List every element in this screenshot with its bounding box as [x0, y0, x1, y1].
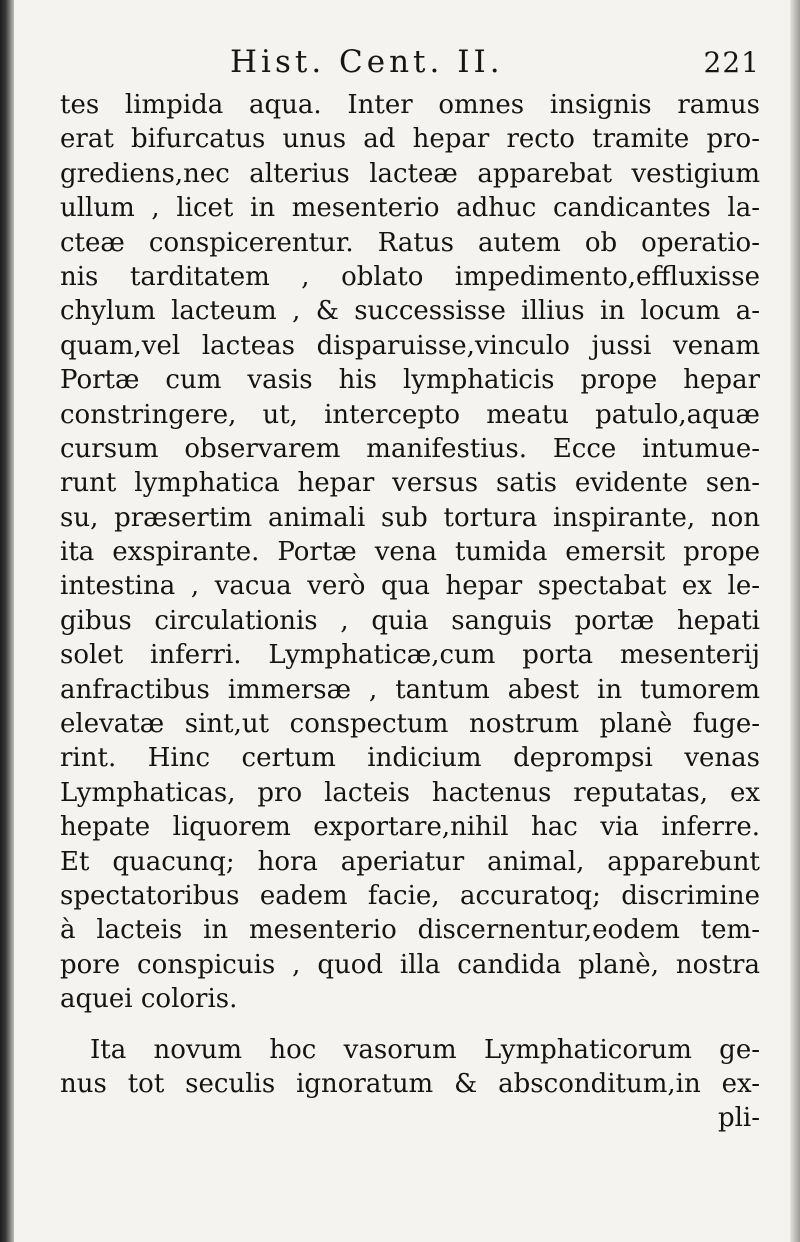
text-line: aquei coloris.: [60, 984, 238, 1015]
text-line: spectatoribus eadem facie, accuratoq; discrimine: [60, 880, 760, 911]
text-line: runt lymphatica hepar versus satis evidente sen-: [60, 468, 760, 499]
text-line: tes limpida aqua. Inter omnes insignis ramus: [60, 90, 760, 120]
running-head: [70, 44, 760, 88]
body-text: [60, 88, 760, 1136]
paragraph-2: [60, 1033, 760, 1102]
running-title: Hist. Cent. II.: [230, 44, 504, 80]
text-line: gibus circulationis , quia sanguis portæ hepati: [60, 605, 760, 636]
text-line: constringere, ut, intercepto meatu patulo,aquæ: [60, 399, 760, 430]
text-line: nus tot seculis ignoratum & absconditum,in ex-: [60, 1068, 760, 1099]
catchword: pli-: [717, 1103, 760, 1134]
text-line: ita exspirante. Portæ vena tumida emersit prope: [60, 537, 760, 568]
paragraph-1: [60, 88, 760, 1017]
text-line: à lacteis in mesenterio discernentur,eodem tem-: [60, 915, 760, 946]
text-line: solet inferri. Lymphaticæ,cum porta mesenterij: [60, 640, 760, 671]
text-line: chylum lacteum , & successisse illius in locum a-: [60, 296, 760, 327]
binding-shadow: [0, 0, 14, 1242]
text-line: pore conspicuis , quod illa candida planè, nostra: [60, 949, 760, 980]
text-line: erat bifurcatus unus ad hepar recto tramite pro-: [60, 124, 760, 155]
text-line: anfractibus immersæ , tantum abest in tumorem: [60, 674, 760, 705]
text-line: intestina , vacua verò qua hepar spectabat ex le-: [60, 571, 760, 602]
text-line: Et quacunq; hora aperiatur animal, apparebunt: [60, 846, 760, 877]
text-line: quam,vel lacteas disparuisse,vinculo jussi venam: [60, 330, 760, 361]
text-line: nis tarditatem , oblato impedimento,effluxisse: [60, 261, 760, 292]
text-line: cursum observarem manifestius. Ecce intumue-: [60, 433, 760, 464]
text-line: Portæ cum vasis his lymphaticis prope hepar: [60, 365, 760, 396]
text-line: su, præsertim animali sub tortura inspirante, non: [60, 502, 760, 533]
text-line: grediens,nec alterius lacteæ apparebat vestigium: [60, 158, 760, 189]
text-line: rint. Hinc certum indicium deprompsi venas: [60, 743, 760, 774]
text-line: elevatæ sint,ut conspectum nostrum planè fuge-: [60, 709, 760, 740]
text-line: hepate liquorem exportare,nihil hac via inferre.: [60, 812, 760, 843]
text-line: Ita novum hoc vasorum Lymphaticorum ge-: [90, 1034, 760, 1065]
text-line: Lymphaticas, pro lacteis hactenus reputatas, ex: [60, 777, 760, 808]
page-edge: [790, 0, 800, 1242]
text-line: cteæ conspicerentur. Ratus autem ob operatio-: [60, 227, 760, 258]
text-line: ullum , licet in mesenterio adhuc candicantes la-: [60, 193, 760, 224]
paragraph-gap: [60, 1017, 760, 1033]
page-number: 221: [703, 46, 760, 79]
